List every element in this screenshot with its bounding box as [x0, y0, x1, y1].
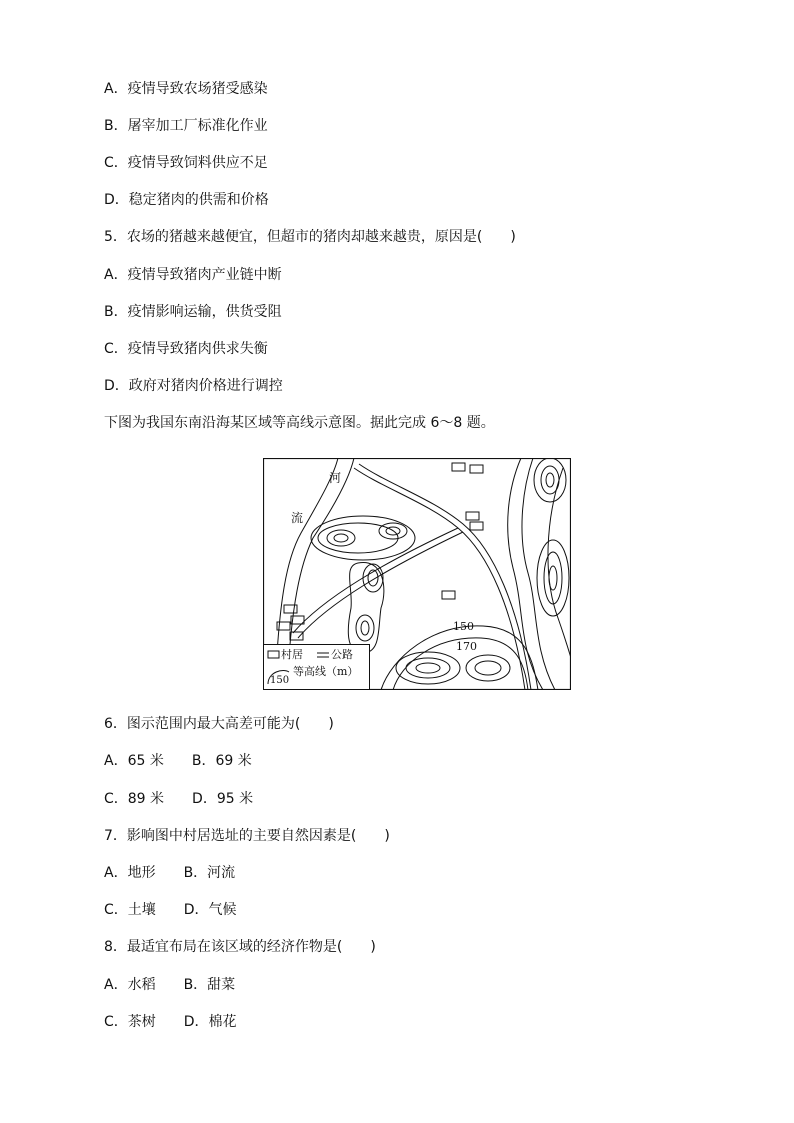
village-6 [284, 605, 297, 613]
option-4c: C．疫情导致饲料供应不足 [104, 155, 268, 171]
village-3 [466, 512, 479, 520]
option-7cd: C．土壤 D．气候 [104, 902, 237, 918]
map-intro: 下图为我国东南沿海某区域等高线示意图。据此完成 6～8 题。 [104, 415, 495, 431]
village-2 [470, 465, 483, 473]
option-5a: A．疫情导致猪肉产业链中断 [104, 267, 282, 283]
contour-map [263, 458, 571, 690]
option-6cd: C．89 米 D．95 米 [104, 791, 254, 807]
option-8ab: A．水稻 B．甜菜 [104, 977, 236, 993]
legend-road-label: 公路 [331, 648, 353, 661]
question-6: 6．图示范围内最大高差可能为( ) [104, 716, 334, 732]
option-8cd: C．茶树 D．棉花 [104, 1014, 237, 1030]
village-5 [442, 591, 455, 599]
option-4b: B．屠宰加工厂标准化作业 [104, 118, 268, 134]
legend-contour-value: 150 [270, 675, 290, 686]
option-5d: D．政府对猪肉价格进行调控 [104, 378, 283, 394]
question-8: 8．最适宜布局在该区域的经济作物是( ) [104, 939, 376, 955]
option-4a: A．疫情导致农场猪受感染 [104, 81, 268, 97]
question-7: 7．影响图中村居选址的主要自然因素是( ) [104, 828, 390, 844]
option-4d: D．稳定猪肉的供需和价格 [104, 192, 269, 208]
question-5: 5．农场的猪越来越便宜，但超市的猪肉却越来越贵，原因是( ) [104, 229, 516, 245]
road-1-edge [359, 464, 531, 690]
village-1 [452, 463, 465, 471]
river-label-liu: 流 [291, 511, 304, 525]
option-5b: B．疫情影响运输，供货受阻 [104, 304, 282, 320]
village-9 [290, 632, 303, 640]
road-2-edge [298, 532, 463, 638]
contour-label-170: 170 [456, 640, 477, 653]
option-7ab: A．地形 B．河流 [104, 865, 236, 881]
village-4 [470, 522, 483, 530]
option-5c: C．疫情导致猪肉供求失衡 [104, 341, 268, 357]
contour-label-150: 150 [453, 620, 474, 633]
legend-contour-label: 等高线（m） [293, 665, 359, 678]
option-6ab: A．65 米 B．69 米 [104, 753, 252, 769]
river-label-he: 河 [329, 471, 342, 485]
road-2 [293, 528, 458, 633]
legend-village-label: 村居 [281, 648, 303, 661]
